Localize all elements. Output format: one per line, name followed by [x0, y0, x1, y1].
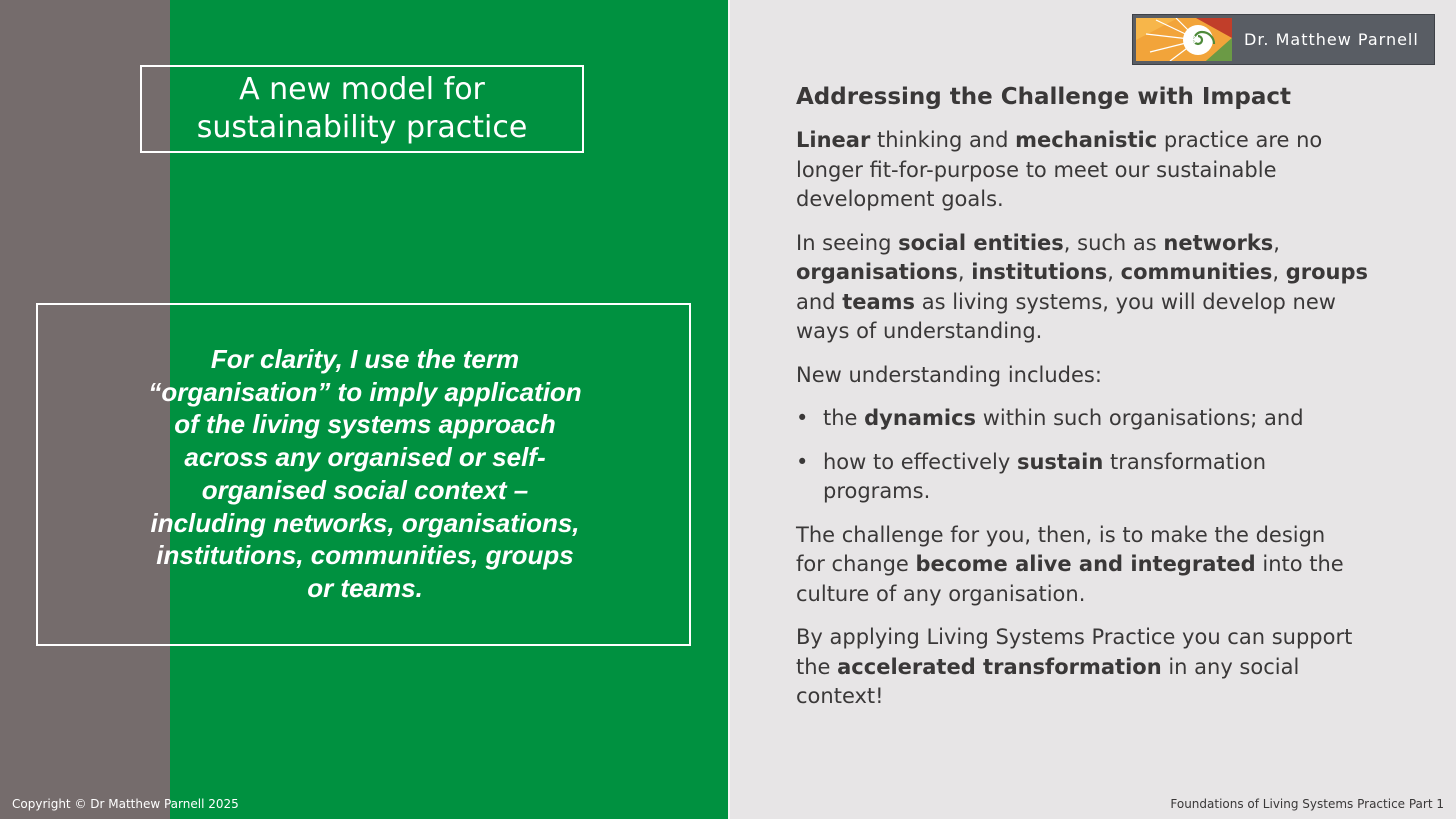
bullet-item-sustain — [796, 448, 1436, 507]
content-heading: Addressing the Challenge with Impact — [796, 84, 1291, 110]
clarity-note-line: institutions, communities, groups — [156, 540, 574, 571]
clarity-note — [120, 343, 610, 605]
bold-term: communities — [1120, 260, 1273, 284]
bold-term: organisations — [796, 260, 958, 284]
paragraph-living-systems-practice — [796, 623, 1436, 712]
copyright-notice: Copyright © Dr Matthew Parnell 2025 — [12, 797, 239, 811]
text-line: development goals. — [796, 187, 1004, 211]
text-fragment: in any social — [1161, 654, 1300, 679]
bold-term: become alive and integrated — [915, 552, 1256, 576]
text-line: longer fit-for-purpose to meet our sustainable — [796, 157, 1277, 182]
text-fragment: into the — [1255, 552, 1344, 576]
series-title: Foundations of Living Systems Practice Part 1 — [1170, 797, 1444, 811]
slide-title-line-1: A new model for — [239, 72, 485, 107]
text-fragment: the — [796, 654, 838, 679]
clarity-note-line: organised social context – — [201, 474, 529, 505]
bold-term: teams — [842, 289, 916, 314]
paragraph-linear-thinking — [796, 126, 1436, 215]
slide-title — [140, 65, 584, 153]
text-line — [796, 550, 1436, 580]
bold-term: accelerated transformation — [837, 654, 1162, 679]
main-content — [796, 82, 1436, 726]
clarity-note-line: “organisation” to imply application — [148, 376, 582, 407]
text-line: By applying Living Systems Practice you can support — [796, 625, 1353, 649]
text-fragment: for change — [796, 552, 916, 576]
bold-term: groups — [1285, 260, 1369, 284]
paragraph-new-understanding: New understanding includes: — [796, 362, 1102, 387]
text-line — [796, 229, 1436, 259]
clarity-note-line: or teams. — [307, 572, 423, 603]
text-fragment: , — [1107, 260, 1121, 284]
text-line: ways of understanding. — [796, 319, 1043, 343]
text-fragment: , such as — [1063, 230, 1164, 255]
bold-term: Linear — [796, 128, 871, 152]
bullet-item-dynamics — [796, 404, 1436, 434]
text-fragment: how to effectively — [823, 449, 1017, 474]
clarity-note-line: For clarity, I use the term — [210, 344, 520, 374]
bold-term: institutions — [971, 260, 1108, 284]
text-fragment: In seeing — [796, 230, 899, 255]
clarity-note-line: including networks, organisations, — [150, 507, 580, 538]
paragraph-challenge — [796, 521, 1436, 610]
clarity-note-line: of the living systems approach — [174, 409, 556, 440]
slide-title-line-2: sustainability practice — [196, 110, 528, 145]
spiral-sun-logo-icon — [1136, 18, 1232, 61]
text-line — [823, 448, 1436, 478]
brand-logo — [1132, 14, 1435, 65]
clarity-note-line: across any organised or self- — [184, 442, 546, 473]
bold-term: sustain — [1016, 449, 1104, 474]
text-fragment: as living systems, you will develop new — [915, 289, 1336, 314]
text-fragment: the — [823, 406, 865, 430]
text-fragment: , — [1272, 260, 1286, 284]
text-fragment: transformation — [1103, 449, 1267, 474]
text-fragment: and — [796, 289, 843, 314]
text-line: culture of any organisation. — [796, 581, 1086, 606]
text-fragment: , — [957, 260, 972, 284]
text-line — [796, 653, 1436, 683]
bullet-icon: • — [796, 406, 809, 430]
paragraph-social-entities — [796, 229, 1436, 347]
text-line: programs. — [823, 479, 931, 503]
text-fragment: practice are no — [1157, 128, 1323, 152]
text-line — [796, 288, 1436, 318]
text-fragment: , — [1273, 230, 1280, 255]
bold-term: social entities — [898, 230, 1064, 255]
text-line: The challenge for you, then, is to make the design — [796, 522, 1326, 547]
text-line — [823, 404, 1436, 434]
brand-name: Dr. Matthew Parnell — [1244, 30, 1419, 49]
text-line — [796, 126, 1436, 156]
bold-term: dynamics — [864, 406, 977, 430]
text-fragment: thinking and — [870, 128, 1016, 152]
text-fragment: within such organisations; and — [976, 406, 1304, 430]
text-line — [796, 258, 1436, 288]
bold-term: mechanistic — [1015, 128, 1158, 152]
bullet-icon: • — [796, 449, 809, 474]
text-line: context! — [796, 684, 884, 708]
bold-term: networks — [1163, 230, 1274, 255]
